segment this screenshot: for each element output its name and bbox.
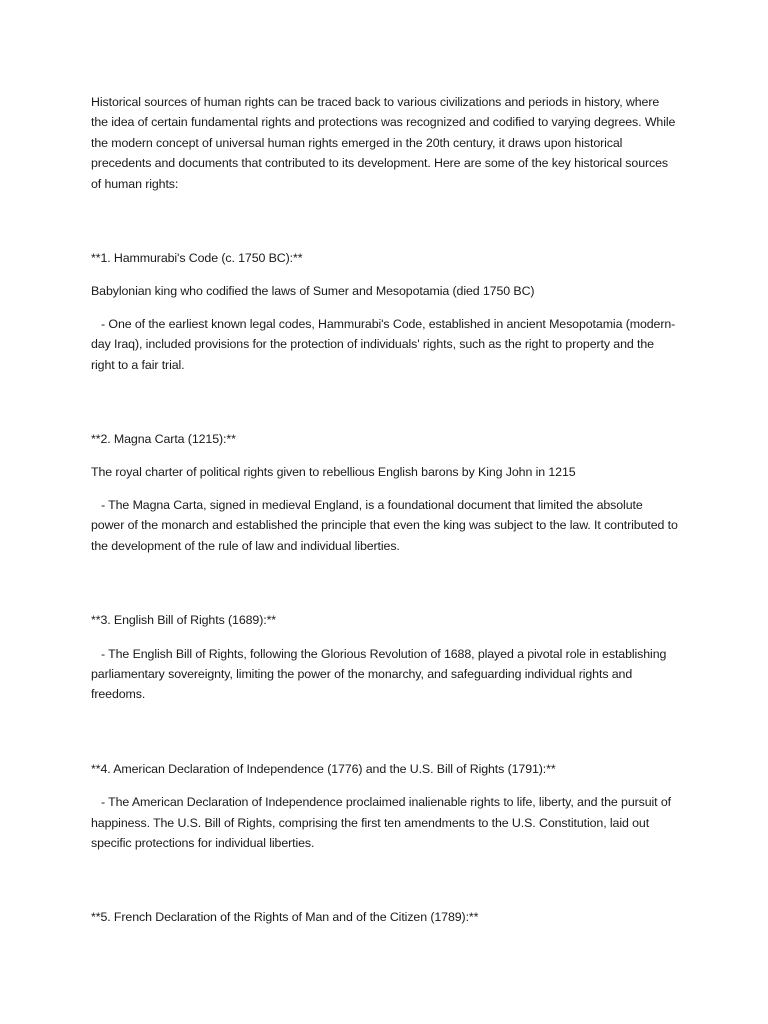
section-body: - The English Bill of Rights, following the Glorious Revolution of 1688, played a pivotal role in establishing parliamentary sovereignty, limiting the power of the monarchy, and safeguarding individual rights and freedoms. (91, 646, 670, 702)
document-body (91, 92, 682, 941)
section-english-bill-of-rights (91, 610, 679, 705)
section-heading: **3. English Bill of Rights (1689):** (91, 613, 277, 628)
section-heading: **4. American Declaration of Independence (1776) and the U.S. Bill of Rights (1791):** (91, 761, 556, 776)
intro-paragraph: Historical sources of human rights can be traced back to various civilizations and periods in history, where the idea of certain fundamental rights and protections was recognized and codified to varying degrees. While the modern concept of universal human rights emerged in the 20th century, it draws upon historical precedents and documents that contributed to its development. Here are some of the key historical sources of human rights: (91, 95, 679, 191)
section-caption: The royal charter of political rights given to rebellious English barons by King John in 1215 (91, 465, 576, 480)
section-heading: **2. Magna Carta (1215):** (91, 432, 236, 447)
section-body: - One of the earliest known legal codes, Hammurabi's Code, established in ancient Mesopotamia (modern-day Iraq), included provisions for the protection of individuals' rights, such as the right to property and the right to a fair trial. (91, 316, 676, 372)
section-magna-carta (91, 429, 682, 556)
section-heading: **1. Hammurabi's Code (c. 1750 BC):** (91, 251, 303, 266)
section-american-declaration (91, 759, 679, 854)
section-caption: Babylonian king who codified the laws of Sumer and Mesopotamia (died 1750 BC) (91, 284, 535, 299)
section-hammurabi (91, 248, 679, 375)
section-french-declaration (91, 907, 679, 927)
section-heading: **5. French Declaration of the Rights of Man and of the Citizen (1789):** (91, 910, 479, 925)
section-body: - The American Declaration of Independence proclaimed inalienable rights to life, liberty, and the pursuit of happiness. The U.S. Bill of Rights, comprising the first ten amendments to the U.S. Constitution, laid out specific protections for individual liberties. (91, 795, 675, 850)
section-body: - The Magna Carta, signed in medieval England, is a foundational document that limited the absolute power of the monarch and established the principle that even the king was subject to the law. It contributed to the development of the rule of law and individual liberties. (91, 497, 682, 553)
